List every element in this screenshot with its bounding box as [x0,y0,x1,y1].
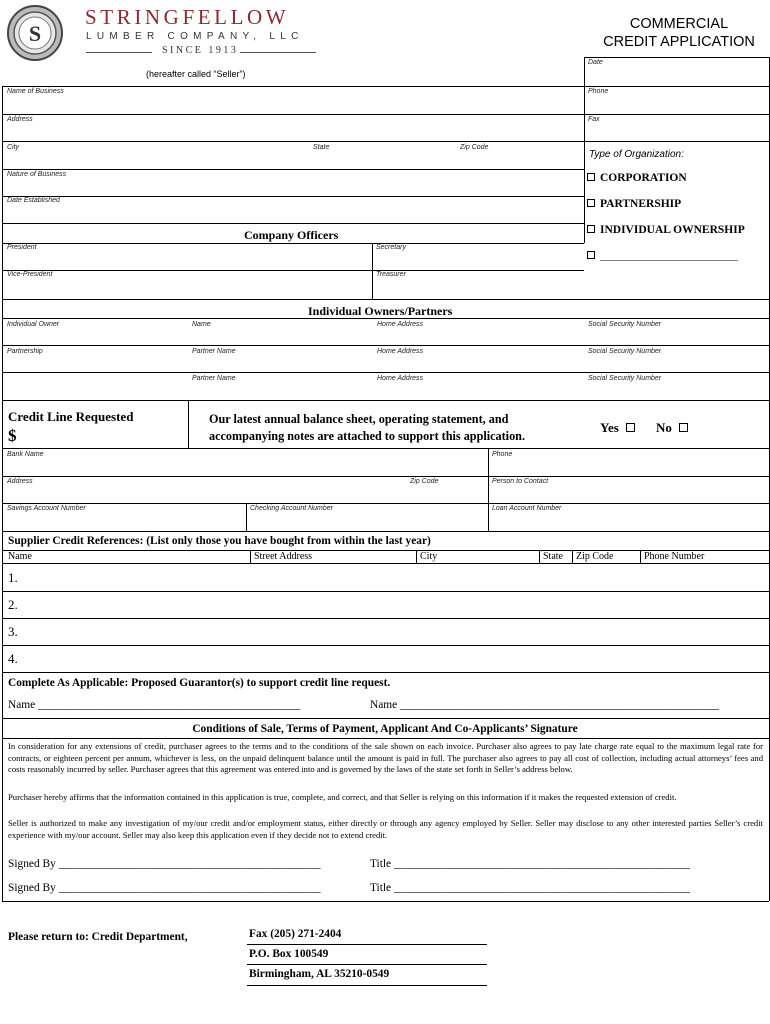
no-label: No [656,420,672,435]
rule [2,141,769,142]
home-address-label: Home Address [377,348,424,355]
svg-text:S: S [28,21,42,46]
credit-line-heading: Credit Line Requested [8,409,134,424]
rule [2,169,584,170]
rule [416,550,417,563]
yes-option[interactable] [600,420,640,436]
savings-account-label: Savings Account Number [7,505,86,512]
rule [539,550,540,563]
credit-line-amount-input[interactable] [24,430,184,444]
rule [488,448,489,531]
guarantor-heading: Complete As Applicable: Proposed Guarantor(s) to support credit line request. [8,677,391,689]
since-year: SINCE 1913 [162,45,239,56]
company-logo [5,4,65,62]
bank-name-label: Bank Name [7,451,44,458]
rule [2,345,769,346]
rule [584,57,585,243]
checkbox-icon[interactable] [587,199,595,207]
no-option[interactable] [656,420,693,436]
rule [247,944,487,945]
checkbox-icon[interactable] [587,173,595,181]
president-input[interactable] [8,256,368,268]
treasurer-label: Treasurer [376,271,406,278]
date-input[interactable] [614,68,764,82]
frame-bottom [2,901,769,902]
state-input[interactable] [313,155,448,168]
ssn-label: Social Security Number [588,348,662,355]
bank-name-input[interactable] [8,462,483,474]
rule [247,964,487,965]
footer-city: Birmingham, AL 35210-0549 [249,968,390,980]
savings-account-input[interactable] [8,516,242,528]
conditions-paragraph-1: In consideration for any extensions of credit, purchaser agrees to the terms and to the conditions of the sale shown on each invoice. Purchaser also agrees to pay late charge rate equal to the maximum legal rate for contracts, or eighteen percent per annum, whichever is less, on the unpaid delinquent balance until the amount is paid in full. The purchaser also agrees to pay all cost of collection, including actual attorneys’ fees and costs reasonably incurred by seller. Purchaser agrees that this agreement was entered into and is governed by the laws of the state set forth in Seller’s address below. [8,741,763,775]
balance-sheet-text-2: accompanying notes are attached to support this application. [209,429,525,443]
bank-zip-label: Zip Code [410,478,439,485]
rule [372,243,373,299]
fax-input[interactable] [590,127,764,141]
supplier-refs-heading: Supplier Credit References: (List only those you have bought from within the last year) [8,535,431,547]
col-name: Name [8,551,32,562]
rule [2,718,769,719]
phone-label: Phone [588,88,609,95]
footer-po-box: P.O. Box 100549 [249,948,329,960]
conditions-heading: Conditions of Sale, Terms of Payment, Applicant And Co-Applicants’ Signature [192,723,578,735]
date-established-input[interactable] [8,208,578,221]
guarantor-name-2[interactable]: Name ________________________________________________________ [370,699,719,711]
rule [572,550,573,563]
president-label: President [7,244,37,251]
partner-name-label: Partner Name [192,348,236,355]
col-state: State [543,551,563,562]
vice-president-input[interactable] [8,283,368,295]
return-to-text: Please return to: Credit Department, [8,931,188,943]
rule [2,223,584,224]
city-input[interactable] [8,155,298,168]
rule [640,550,641,563]
secretary-input[interactable] [377,256,577,268]
organization-heading: Type of Organization: [589,149,684,160]
form-title-line1: COMMERCIAL [629,16,729,32]
rule [2,591,769,592]
org-option-corporation[interactable] [587,172,687,184]
org-option-partnership[interactable] [587,198,681,210]
form-title-line2: CREDIT APPLICATION [603,34,755,50]
seller-note: (hereafter called “Seller”) [146,69,246,79]
frame-left [2,86,3,901]
rule [2,86,769,87]
seal-logo-icon [5,4,65,62]
balance-sheet-text-1: Our latest annual balance sheet, operating statement, and [209,412,509,426]
signed-by-1[interactable]: Signed By ______________________________________________ [8,858,321,870]
rule [2,476,769,477]
name-of-business-label: Name of Business [7,88,64,95]
supplier-row-input[interactable] [30,597,760,613]
phone-input[interactable] [590,99,764,113]
partnership-label: Partnership [7,348,43,355]
ssn-label: Social Security Number [588,321,662,328]
supplier-row-number: 2. [8,597,18,612]
zip-input[interactable] [460,155,578,168]
checkbox-icon[interactable] [679,423,688,432]
signed-by-2[interactable]: Signed By ______________________________________________ [8,882,321,894]
rule [2,563,769,564]
rule [2,243,584,244]
conditions-paragraph-2: Purchaser hereby affirms that the information contained in this application is true, complete, and correct, and that Seller is relying on this information if it makes the requested extension of credit. [8,792,677,802]
city-label: City [7,144,20,151]
col-street-address: Street Address [254,551,313,562]
org-other-line: _________________________ [600,250,738,262]
phone-label: Phone [492,451,513,458]
rule [2,448,769,449]
rule [2,270,584,271]
bank-zip-input[interactable] [410,489,483,501]
rule [584,57,769,58]
checkbox-icon[interactable] [626,423,635,432]
org-option-label: INDIVIDUAL OWNERSHIP [600,224,745,236]
rule [2,618,769,619]
nature-of-business-input[interactable] [8,182,578,195]
rule [2,645,769,646]
supplier-row-number: 4. [8,651,18,666]
company-subtitle: LUMBER COMPANY, LLC [86,31,304,42]
supplier-row-input[interactable] [30,624,760,640]
name-label: Name [192,321,211,328]
rule [250,550,251,563]
title-2[interactable]: Title ____________________________________________________ [370,882,691,894]
zip-code-label: Zip Code [460,144,489,151]
checking-account-input[interactable] [251,516,483,528]
address-input[interactable] [8,127,578,141]
rule [188,400,189,448]
since-rule-left [86,52,152,53]
date-established-label: Date Established [7,197,60,204]
rule [2,503,769,504]
address-label: Address [7,116,33,123]
supplier-row-input[interactable] [30,570,760,586]
rule [2,531,769,532]
supplier-row-number: 3. [8,624,18,639]
rule [247,985,487,986]
supplier-row-input[interactable] [30,651,760,667]
org-option-other[interactable] [587,250,738,262]
checkbox-icon[interactable] [587,251,595,259]
title-1[interactable]: Title ____________________________________________________ [370,858,691,870]
bank-address-label: Address [7,478,33,485]
yes-label: Yes [600,420,619,435]
org-option-individual[interactable] [587,224,745,236]
secretary-label: Secretary [376,244,406,251]
home-address-label: Home Address [377,321,424,328]
rule [2,400,769,401]
company-name: STRINGFELLOW [85,5,290,29]
company-officers-heading: Company Officers [244,228,339,242]
home-address-label: Home Address [377,375,424,382]
bank-phone-input[interactable] [493,462,763,474]
individual-owner-label: Individual Owner [7,321,60,328]
loan-account-label: Loan Account Number [492,505,562,512]
ssn-label: Social Security Number [588,375,662,382]
since-rule-right [240,52,316,53]
footer-fax: Fax (205) 271-2404 [249,928,342,940]
rule [2,672,769,673]
owners-partners-heading: Individual Owners/Partners [308,304,453,318]
partner-name-label: Partner Name [192,375,236,382]
guarantor-name-1[interactable]: Name ______________________________________________ [8,699,301,711]
rule [2,196,584,197]
checkbox-icon[interactable] [587,225,595,233]
vice-president-label: Vice-President [7,271,53,278]
conditions-paragraph-3: Seller is authorized to make any investigation of my/our credit and/or employment status, either directly or through any agency employed by Seller. Seller may disclose to any other interested parties Seller’s credit experience with my/our account. Seller may also keep this application even if they decide not to extend credit. [8,818,763,840]
fax-label: Fax [588,116,600,123]
state-label: State [313,144,330,151]
rule [2,372,769,373]
checking-account-label: Checking Account Number [250,505,334,512]
rule [2,114,769,115]
rule [2,318,769,319]
org-option-label: CORPORATION [600,172,687,184]
person-to-contact-label: Person to Contact [492,478,549,485]
dollar-sign: $ [8,426,17,445]
col-city: City [420,551,438,562]
col-zip-code: Zip Code [576,551,614,562]
rule [2,738,769,739]
col-phone-number: Phone Number [644,551,705,562]
supplier-row-number: 1. [8,570,18,585]
bank-address-input[interactable] [8,489,403,501]
date-label: Date [588,59,603,66]
person-to-contact-input[interactable] [493,489,763,501]
nature-of-business-label: Nature of Business [7,171,67,178]
loan-account-input[interactable] [493,516,763,528]
business-name-input[interactable] [8,99,578,113]
treasurer-input[interactable] [377,283,577,295]
rule [246,503,247,531]
org-option-label: PARTNERSHIP [600,198,682,210]
rule [2,299,769,300]
